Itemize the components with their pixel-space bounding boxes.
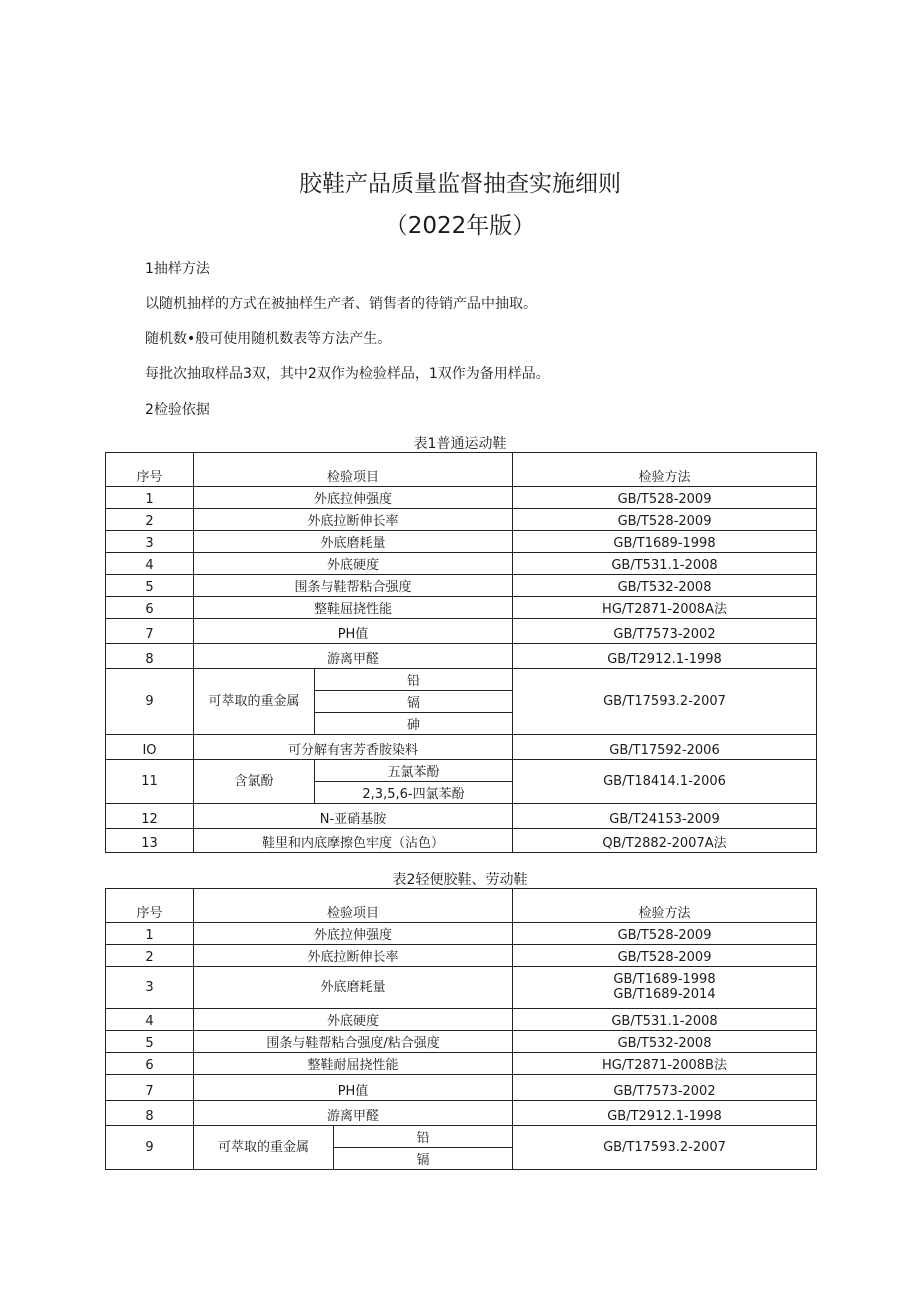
cell-item: 外底磨耗量 xyxy=(194,531,513,553)
cell-no: 4 xyxy=(106,553,194,575)
cell-method: GB/T532-2008 xyxy=(513,1031,817,1053)
table-row xyxy=(106,967,817,1009)
cell-no: IO xyxy=(106,735,194,760)
cell-subitem: 铅 xyxy=(334,1126,513,1148)
table-row xyxy=(106,1009,817,1031)
header-method: 检验方法 xyxy=(513,889,817,923)
cell-item: 整鞋屈挠性能 xyxy=(194,597,513,619)
cell-item: 鞋里和内底摩擦色牢度（沾色） xyxy=(194,829,513,853)
cell-item: 游离甲醛 xyxy=(194,1101,513,1126)
cell-no: 3 xyxy=(106,531,194,553)
table-row xyxy=(106,1031,817,1053)
cell-no: 12 xyxy=(106,804,194,829)
cell-method: GB/T528-2009 xyxy=(513,509,817,531)
cell-item: 外底拉伸强度 xyxy=(194,923,513,945)
table-row xyxy=(106,597,817,619)
document-edition: （2022年版） xyxy=(384,213,536,239)
cell-subitem: 2,3,5,6-四氯苯酚 xyxy=(315,782,513,804)
cell-method: GB/T531.1-2008 xyxy=(513,553,817,575)
method-line: GB/T1689-1998 xyxy=(613,972,716,987)
section2-heading: 2检验依据 xyxy=(145,402,210,418)
cell-item: 围条与鞋帮粘合强度 xyxy=(194,575,513,597)
cell-method: GB/T528-2009 xyxy=(513,487,817,509)
table2-header-row xyxy=(106,889,817,923)
cell-method: HG/T2871-2008B法 xyxy=(513,1053,817,1075)
cell-item: 可分解有害芳香胺染料 xyxy=(194,735,513,760)
cell-item: 游离甲醛 xyxy=(194,644,513,669)
cell-no: 9 xyxy=(106,1126,194,1170)
table-row xyxy=(106,923,817,945)
section1-heading: 1抽样方法 xyxy=(145,261,210,277)
table-row xyxy=(106,945,817,967)
cell-item: 外底磨耗量 xyxy=(194,967,513,1009)
cell-no: 2 xyxy=(106,945,194,967)
cell-method: GB/T1689-1998 xyxy=(513,531,817,553)
cell-no: 1 xyxy=(106,923,194,945)
cell-method: GB/T2912.1-1998 xyxy=(513,1101,817,1126)
table-row xyxy=(106,1075,817,1101)
cell-subitem: 镉 xyxy=(334,1148,513,1170)
table-row xyxy=(106,760,817,782)
table-row xyxy=(106,575,817,597)
table-row xyxy=(106,644,817,669)
document-title: 胶鞋产品质量监督抽查实施细则 xyxy=(299,171,621,197)
method-line: GB/T1689-2014 xyxy=(613,987,716,1002)
table-row xyxy=(106,669,817,691)
cell-no: 6 xyxy=(106,597,194,619)
cell-item: 外底硬度 xyxy=(194,1009,513,1031)
table2-caption: 表2轻便胶鞋、劳动鞋 xyxy=(392,872,528,888)
cell-group: 可萃取的重金属 xyxy=(194,1126,334,1170)
cell-no: 9 xyxy=(106,669,194,735)
cell-group: 含氯酚 xyxy=(194,760,315,804)
header-no: 序号 xyxy=(106,889,194,923)
table1-inspection-items xyxy=(105,452,817,853)
cell-no: 8 xyxy=(106,644,194,669)
cell-subitem: 五氯苯酚 xyxy=(315,760,513,782)
table-row xyxy=(106,804,817,829)
table-row xyxy=(106,487,817,509)
cell-group: 可萃取的重金属 xyxy=(194,669,315,735)
cell-no: 7 xyxy=(106,619,194,644)
cell-method: GB/T528-2009 xyxy=(513,945,817,967)
cell-no: 5 xyxy=(106,1031,194,1053)
table2-inspection-items xyxy=(105,888,817,1170)
cell-method: GB/T528-2009 xyxy=(513,923,817,945)
cell-item: PH值 xyxy=(194,1075,513,1101)
table-row xyxy=(106,735,817,760)
cell-item: 整鞋耐屈挠性能 xyxy=(194,1053,513,1075)
cell-method: GB/T17593.2-2007 xyxy=(513,1126,817,1170)
cell-method: GB/T24153-2009 xyxy=(513,804,817,829)
table-row xyxy=(106,531,817,553)
header-item: 检验项目 xyxy=(194,453,513,487)
cell-no: 1 xyxy=(106,487,194,509)
cell-item: 围条与鞋帮粘合强度/粘合强度 xyxy=(194,1031,513,1053)
cell-method xyxy=(513,967,817,1009)
cell-no: 11 xyxy=(106,760,194,804)
header-item: 检验项目 xyxy=(194,889,513,923)
cell-subitem: 镉 xyxy=(315,691,513,713)
cell-item: 外底硬度 xyxy=(194,553,513,575)
cell-no: 7 xyxy=(106,1075,194,1101)
table-row xyxy=(106,553,817,575)
cell-no: 8 xyxy=(106,1101,194,1126)
header-no: 序号 xyxy=(106,453,194,487)
cell-no: 3 xyxy=(106,967,194,1009)
cell-item: 外底拉断伸长率 xyxy=(194,945,513,967)
cell-no: 5 xyxy=(106,575,194,597)
cell-item: PH值 xyxy=(194,619,513,644)
cell-method: GB/T17593.2-2007 xyxy=(513,669,817,735)
cell-method: GB/T18414.1-2006 xyxy=(513,760,817,804)
cell-no: 13 xyxy=(106,829,194,853)
table1-header-row xyxy=(106,453,817,487)
cell-method: GB/T2912.1-1998 xyxy=(513,644,817,669)
table1-caption: 表1普通运动鞋 xyxy=(413,436,507,452)
cell-method: GB/T17592-2006 xyxy=(513,735,817,760)
paragraph-sampling-method: 以随机抽样的方式在被抽样生产者、销售者的待销产品中抽取。 xyxy=(145,296,537,312)
table-row xyxy=(106,1053,817,1075)
cell-method: HG/T2871-2008A法 xyxy=(513,597,817,619)
table-row xyxy=(106,1126,817,1148)
header-method: 检验方法 xyxy=(513,453,817,487)
cell-method: GB/T531.1-2008 xyxy=(513,1009,817,1031)
cell-no: 6 xyxy=(106,1053,194,1075)
cell-method: GB/T7573-2002 xyxy=(513,619,817,644)
cell-item: N-亚硝基胺 xyxy=(194,804,513,829)
cell-item: 外底拉伸强度 xyxy=(194,487,513,509)
cell-method: QB/T2882-2007A法 xyxy=(513,829,817,853)
paragraph-random-number: 随机数•般可使用随机数表等方法产生。 xyxy=(145,331,392,347)
cell-item: 外底拉断伸长率 xyxy=(194,509,513,531)
cell-no: 4 xyxy=(106,1009,194,1031)
table-row xyxy=(106,1101,817,1126)
paragraph-sample-quantity: 每批次抽取样品3双，其中2双作为检验样品，1双作为备用样品。 xyxy=(145,366,550,382)
cell-method: GB/T7573-2002 xyxy=(513,1075,817,1101)
cell-subitem: 砷 xyxy=(315,713,513,735)
cell-no: 2 xyxy=(106,509,194,531)
cell-subitem: 铅 xyxy=(315,669,513,691)
table-row xyxy=(106,509,817,531)
table-row xyxy=(106,619,817,644)
cell-method: GB/T532-2008 xyxy=(513,575,817,597)
table-row xyxy=(106,829,817,853)
